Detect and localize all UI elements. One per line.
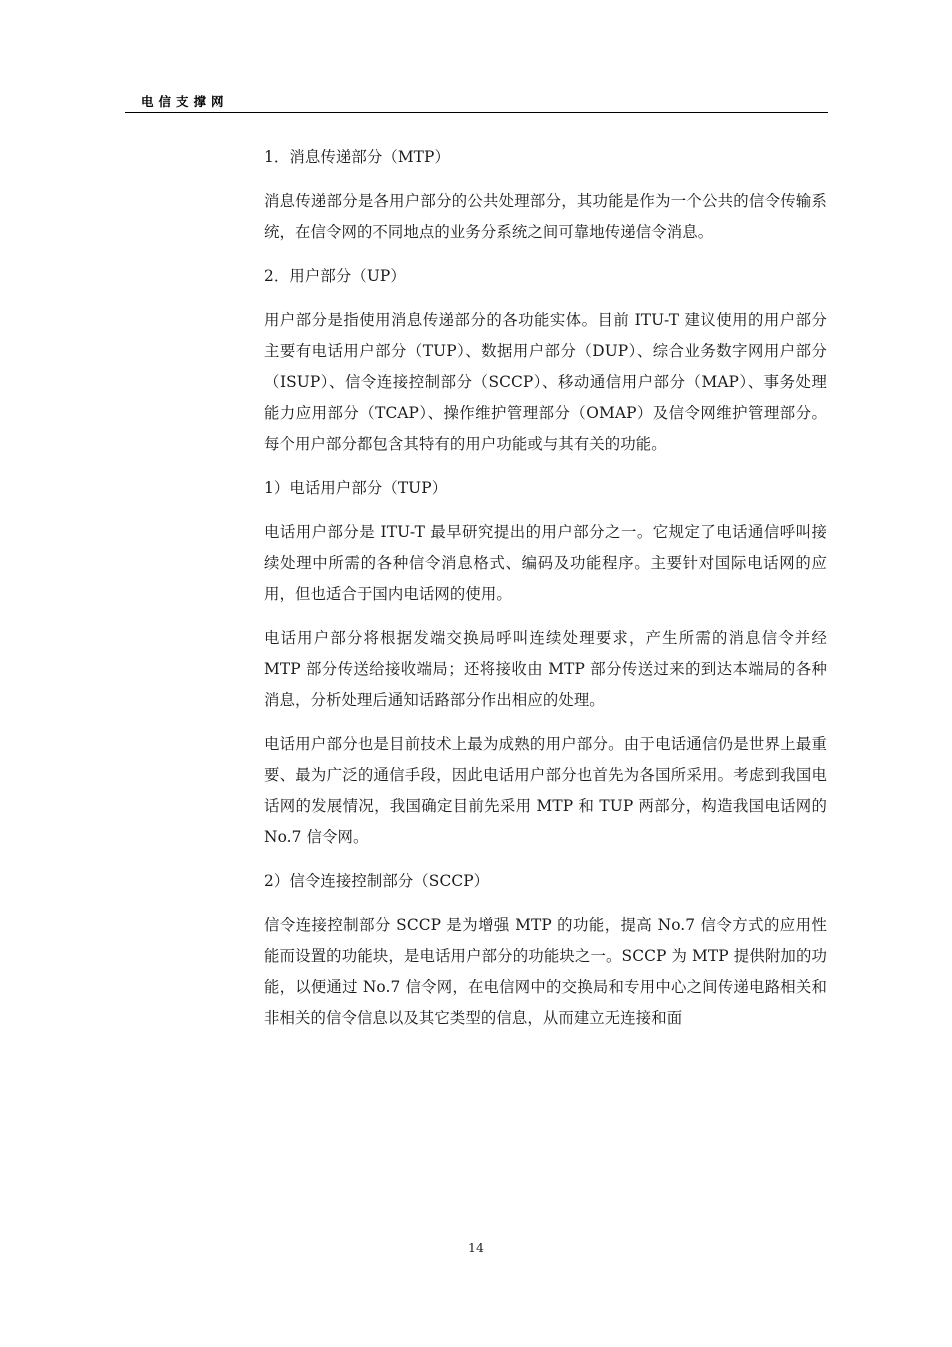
page-number: 14 [468, 1240, 484, 1255]
subsection-heading-sccp: 2）信令连接控制部分（SCCP） [264, 872, 490, 890]
paragraph-tup-intro: 电话用户部分是 ITU-T 最早研究提出的用户部分之一。它规定了电话通信呼叫接续处理中所需的各种信令消息格式、编码及功能程序。主要针对国际电话网的应用，但也适合于国内电话网的使用。 [264, 523, 827, 603]
paragraph-tup-function: 电话用户部分将根据发端交换局呼叫连续处理要求，产生所需的消息信令并经 MTP 部分传送给接收端局；还将接收由 MTP 部分传送过来的到达本端局的各种消息，分析处理后通知话路部分作出相应的处理。 [264, 629, 827, 709]
section-heading-up: 2．用户部分（UP） [264, 267, 406, 285]
paragraph-tup-maturity: 电话用户部分也是目前技术上最为成熟的用户部分。由于电话通信仍是世界上最重要、最为广泛的通信手段，因此电话用户部分也首先为各国所采用。考虑到我国电话网的发展情况，我国确定目前先采用 MTP 和 TUP 两部分，构造我国电话网的 No.7 信令网。 [264, 735, 827, 846]
page-body [264, 142, 827, 1047]
paragraph-up-description: 用户部分是指使用消息传递部分的各功能实体。目前 ITU-T 建议使用的用户部分主要有电话用户部分（TUP）、数据用户部分（DUP）、综合业务数字网用户部分（ISUP）、信令连接控制部分（SCCP）、移动通信用户部分（MAP）、事务处理能力应用部分（TCAP）、操作维护管理部分（OMAP）及信令网维护管理部分。每个用户部分都包含其特有的用户功能或与其有关的功能。 [264, 311, 827, 453]
paragraph-mtp-description: 消息传递部分是各用户部分的公共处理部分，其功能是作为一个公共的信令传输系统，在信令网的不同地点的业务分系统之间可靠地传递信令消息。 [264, 192, 827, 241]
subsection-heading-tup: 1）电话用户部分（TUP） [264, 479, 448, 497]
section-heading-mtp: 1．消息传递部分（MTP） [264, 148, 450, 166]
paragraph-sccp-description: 信令连接控制部分 SCCP 是为增强 MTP 的功能，提高 No.7 信令方式的应用性能而设置的功能块，是电话用户部分的功能块之一。SCCP 为 MTP 提供附加的功能，以便通过 No.7 信令网，在电信网中的交换局和专用中心之间传递电路相关和非相关的信令信息以及其它类型的信息，从而建立无连接和面 [264, 916, 827, 1027]
running-header [125, 88, 828, 113]
header-title: 电信支撑网 [141, 94, 229, 109]
